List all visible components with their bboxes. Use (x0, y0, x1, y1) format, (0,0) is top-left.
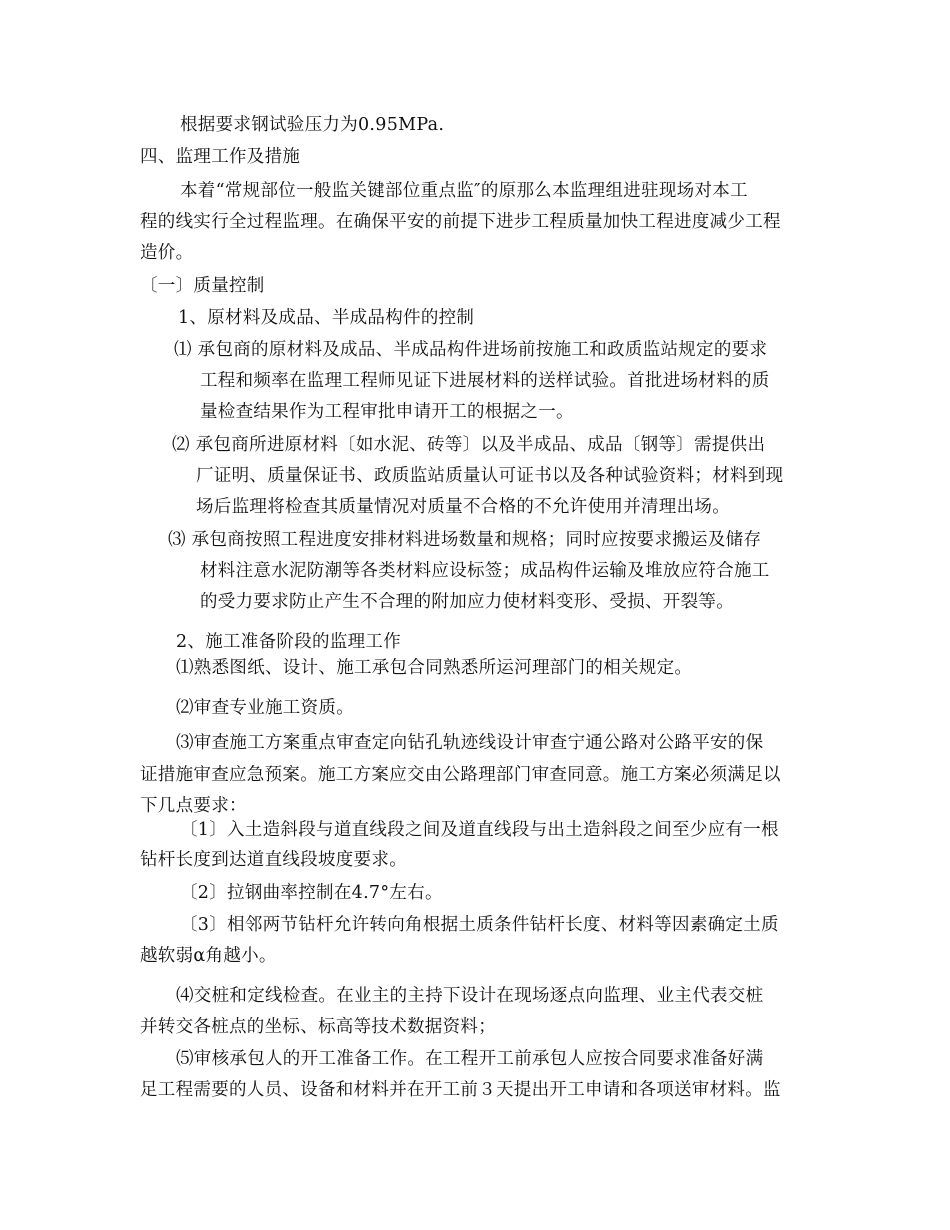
list-item-continuation: 工程和频率在监理工程师见证下进展材料的送样试验。首批进场材料的质 (200, 371, 770, 391)
list-item-continuation: 材料注意水泥防潮等各类材料应设标签；成品构件运输及堆放应符合施工 (200, 561, 770, 581)
paragraph-line: 程的线实行全过程监理。在确保平安的前提下进步工程质量加快工程进度减少工程 (140, 212, 781, 232)
list-item-continuation: 厂证明、质量保证书、政质监站质量认可证书以及各种试验资料；材料到现 (196, 466, 784, 486)
item-heading: 2、施工准备阶段的监理工作 (176, 632, 402, 652)
requirement-item: 〔2〕拉钢曲率控制在4.7°左右。 (180, 883, 443, 903)
paragraph-line: 造价。 (140, 243, 194, 263)
list-item: ⑴熟悉图纸、设计、施工承包合同熟悉所运河理部门的相关规定。 (176, 658, 693, 678)
subsection-heading: 〔一〕质量控制 (140, 276, 265, 296)
list-item: ⑴ 承包商的原材料及成品、半成品构件进场前按施工和政质监站规定的要求 (174, 340, 768, 360)
list-item: ⑵审查专业施工资质。 (176, 698, 354, 718)
list-item-continuation: 场后监理将检查其质量情况对质量不合格的不允许使用并清理出场。 (196, 497, 730, 517)
requirement-continuation: 钻杆长度到达道直线段坡度要求。 (140, 850, 407, 870)
paragraph-line: 并转交各桩点的坐标、标高等技术数据资料； (140, 1017, 496, 1037)
section-heading: 四、监理工作及措施 (140, 147, 301, 167)
list-item-continuation: 的受力要求防止产生不合理的附加应力使材料变形、受损、开裂等。 (200, 592, 734, 612)
paragraph-line: 证措施审查应急预案。施工方案应交由公路理部门审查同意。施工方案必须满足以 (140, 765, 781, 785)
paragraph-line: 本着“常规部位一般监关键部位重点监″的原那么本监理组进驻现场对本工 (180, 181, 748, 201)
requirement-continuation: 越软弱α角越小。 (140, 946, 277, 966)
list-item: ⑵ 承包商所进原材料〔如水泥、砖等〕以及半成品、成品〔钢等〕需提供出 (172, 435, 766, 455)
list-item: ⑶ 承包商按照工程进度安排材料进场数量和规格；同时应按要求搬运及储存 (168, 530, 762, 550)
paragraph-line: 下几点要求： (140, 796, 247, 816)
list-item-continuation: 量检查结果作为工程审批申请开工的根据之一。 (200, 402, 574, 422)
list-item: ⑶审查施工方案重点审查定向钻孔轨迹线设计审查宁通公路对公路平安的保 (176, 733, 764, 753)
item-heading: 1、原材料及成品、半成品构件的控制 (178, 308, 475, 328)
pressure-line: 根据要求钢试验压力为0.95MPa. (180, 115, 445, 135)
requirement-item: 〔1〕入土造斜段与道直线段之间及道直线段与出土造斜段之间至少应有一根 (180, 820, 779, 840)
paragraph-line: 足工程需要的人员、设备和材料并在开工前３天提出开工申请和各项送审材料。监 (140, 1080, 781, 1100)
list-item: ⑸审核承包人的开工准备工作。在工程开工前承包人应按合同要求准备好满 (176, 1049, 764, 1069)
list-item: ⑷交桩和定线检查。在业主的主持下设计在现场逐点向监理、业主代表交桩 (176, 986, 764, 1006)
requirement-item: 〔3〕相邻两节钻杆允许转向角根据土质条件钻杆长度、材料等因素确定土质 (180, 915, 779, 935)
